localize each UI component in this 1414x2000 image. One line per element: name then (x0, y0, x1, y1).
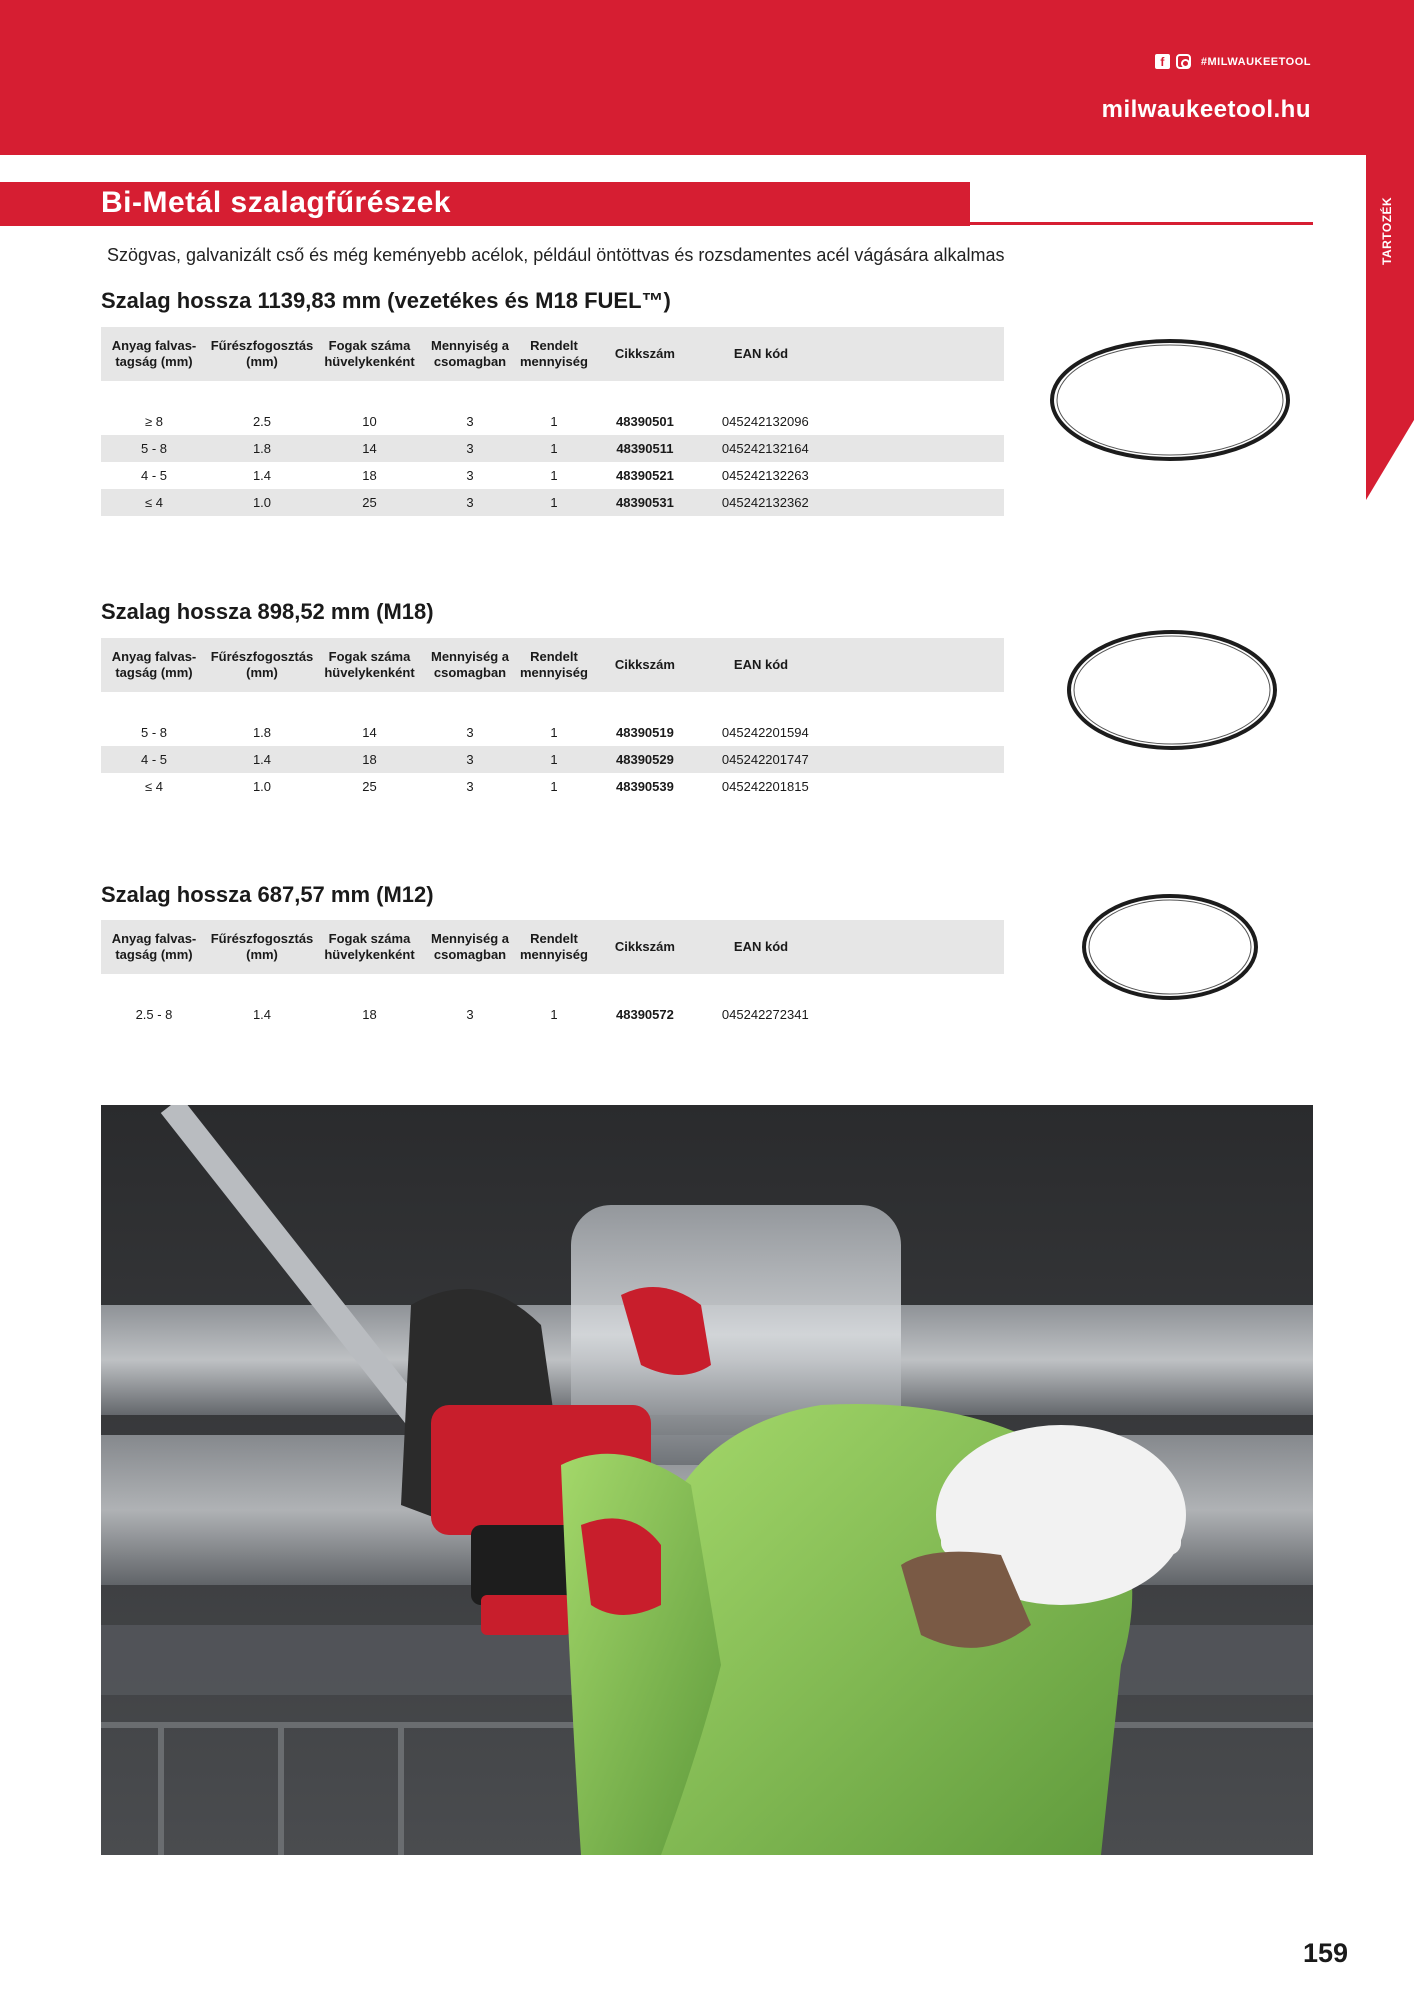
cell-order: 1 (550, 725, 558, 740)
cell-article: 48390539 (616, 779, 674, 794)
social-links (1155, 54, 1311, 69)
cell-pitch: 1.4 (252, 752, 272, 767)
cell-order: 1 (550, 495, 558, 510)
cell-tpi: 14 (362, 441, 377, 456)
page-subtitle: Szögvas, galvanizált cső és még keményebb acélok, például öntöttvas és rozsdamentes acél vágására alkalmas (107, 245, 1005, 265)
table-header: Anyag falvas- tagság (mm) Fűrészfogosztás (mm) Fogak száma hüvelykenként Mennyiség a csomagban Rendelt mennyiség Cikkszám EAN kód (101, 327, 1004, 381)
table-row (101, 408, 1004, 435)
worker-with-bandsaw-illustration (101, 1105, 1313, 1855)
cell-pack: 3 (466, 1007, 474, 1022)
cell-tpi: 25 (362, 779, 377, 794)
cell-pitch: 1.0 (252, 779, 272, 794)
table-row (101, 1001, 1004, 1028)
cell-order: 1 (550, 468, 558, 483)
cell-pack: 3 (466, 752, 474, 767)
cell-pack: 3 (466, 495, 474, 510)
cell-thickness: ≤ 4 (145, 779, 163, 794)
cell-thickness: ≤ 4 (145, 495, 163, 510)
cell-pitch: 1.0 (252, 495, 272, 510)
cell-ean: 045242272341 (721, 1007, 809, 1022)
cell-thickness: 2.5 - 8 (135, 1007, 173, 1022)
cell-pack: 3 (466, 414, 474, 429)
table-header: Anyag falvas- tagság (mm) Fűrészfogosztás (mm) Fogak száma hüvelykenként Mennyiség a csomagban Rendelt mennyiség Cikkszám EAN kód (101, 638, 1004, 692)
section-title: Szalag hossza 1139,83 mm (vezetékes és M18 FUEL™) (101, 288, 671, 313)
section-title: Szalag hossza 687,57 mm (M12) (101, 882, 434, 907)
cell-pitch: 1.4 (252, 468, 272, 483)
spec-table (101, 920, 1004, 1028)
cell-thickness: 5 - 8 (140, 441, 167, 456)
cell-order: 1 (550, 752, 558, 767)
cell-article: 48390531 (616, 495, 674, 510)
cell-order: 1 (550, 441, 558, 456)
cell-pack: 3 (466, 441, 474, 456)
page-title: Bi-Metál szalagfűrészek (101, 186, 451, 219)
cell-pack: 3 (466, 725, 474, 740)
product-photo (101, 1105, 1313, 1855)
hashtag: #MILWAUKEETOOL (1200, 55, 1311, 68)
cell-pack: 3 (466, 779, 474, 794)
cell-article: 48390521 (616, 468, 674, 483)
cell-tpi: 18 (362, 468, 377, 483)
cell-pack: 3 (466, 468, 474, 483)
cell-tpi: 18 (362, 1007, 377, 1022)
instagram-icon[interactable] (1176, 54, 1191, 69)
page-number: 159 (1302, 1938, 1348, 1968)
cell-ean: 045242201815 (721, 779, 809, 794)
cell-thickness: 5 - 8 (140, 725, 167, 740)
site-url[interactable]: milwaukeetool.hu (1101, 96, 1311, 123)
cell-ean: 045242132164 (721, 441, 809, 456)
table-row (101, 746, 1004, 773)
cell-article: 48390519 (616, 725, 674, 740)
cell-pitch: 2.5 (252, 414, 272, 429)
cell-tpi: 25 (362, 495, 377, 510)
spec-table (101, 327, 1004, 516)
facebook-icon[interactable]: f (1155, 54, 1170, 69)
table-row (101, 719, 1004, 746)
spec-table (101, 638, 1004, 800)
cell-order: 1 (550, 1007, 558, 1022)
cell-order: 1 (550, 414, 558, 429)
table-header: Anyag falvas- tagság (mm) Fűrészfogosztás (mm) Fogak száma hüvelykenként Mennyiség a csomagban Rendelt mennyiség Cikkszám EAN kód (101, 920, 1004, 974)
table-row (101, 489, 1004, 516)
cell-pitch: 1.8 (252, 725, 272, 740)
cell-thickness: ≥ 8 (145, 414, 163, 429)
cell-ean: 045242132263 (721, 468, 809, 483)
cell-article: 48390572 (616, 1007, 674, 1022)
header-bar (0, 0, 1414, 155)
cell-tpi: 18 (362, 752, 377, 767)
table-row (101, 435, 1004, 462)
title-underline (970, 222, 1313, 225)
cell-ean: 045242201594 (721, 725, 809, 740)
cell-tpi: 10 (362, 414, 377, 429)
cell-order: 1 (550, 779, 558, 794)
cell-article: 48390501 (616, 414, 674, 429)
table-row (101, 462, 1004, 489)
saw-blade-image (1078, 890, 1263, 1005)
cell-thickness: 4 - 5 (140, 468, 167, 483)
cell-thickness: 4 - 5 (140, 752, 167, 767)
cell-ean: 045242132362 (721, 495, 809, 510)
table-row (101, 773, 1004, 800)
cell-pitch: 1.4 (252, 1007, 272, 1022)
cell-pitch: 1.8 (252, 441, 272, 456)
cell-article: 48390511 (616, 441, 674, 456)
cell-tpi: 14 (362, 725, 377, 740)
saw-blade-image (1045, 330, 1295, 470)
cell-ean: 045242132096 (721, 414, 809, 429)
cell-ean: 045242201747 (721, 752, 809, 767)
section-title: Szalag hossza 898,52 mm (M18) (101, 599, 434, 624)
side-tab-label: TARTOZÉK (1380, 196, 1394, 265)
saw-blade-image (1062, 625, 1282, 755)
cell-article: 48390529 (616, 752, 674, 767)
